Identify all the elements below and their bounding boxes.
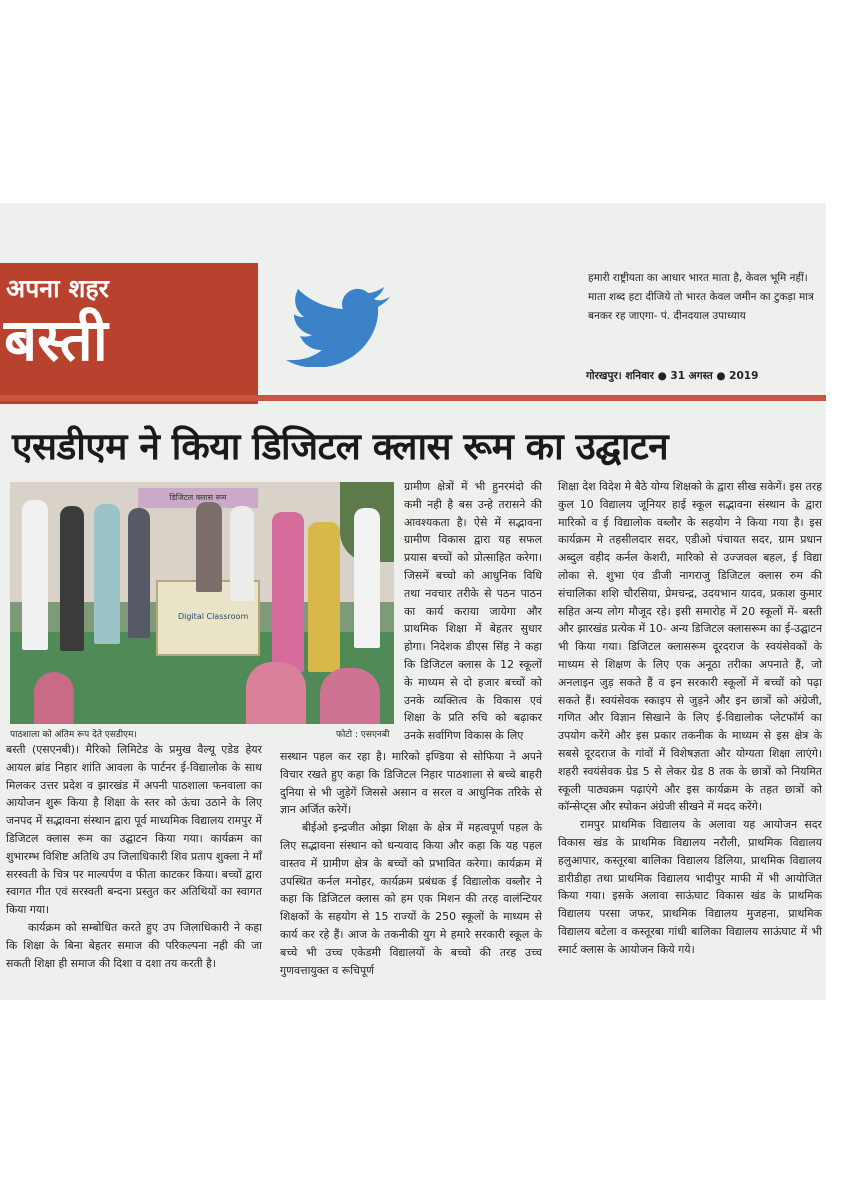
paragraph: सस्थान पहल कर रहा है। मारिको इण्डिया से सोफिया ने अपने विचार रखते हुए कहा कि डिजिटल निहार पाठशाला से बच्चे बाहरी दुनिया से भी जुड़ेगें जिससे असान व सरल व आधुनिक तरिके से ज्ञान अर्जित करेगें।: [280, 750, 542, 817]
paragraph: रामपुर प्राथमिक विद्यालय के अलावा यह आयोजन सदर विकास खंड के प्राथमिक विद्यालय नरौली, प्राथमिक विद्यालय हलुआपार, कस्तूरबा बालिका विद्यालय डिलिया, प्राथमिक विद्यालय डारीडीहा तथा प्राथमिक विद्यालय भादीपुर माफी में भी आयोजित किया गया। इसके अलावा साऊंघाट विकास खंड के प्राथमिक विद्यालय परसा जफर, प्राथमिक विद्यालय मुजहना, प्राथमिक विद्यालय बटेला व कस्तूरबा गांधी बालिका विद्यालय साऊंघाट में भी स्मार्ट क्लास के आयोजन किये गये।: [558, 818, 822, 956]
photo-banner: डिजिटल क्लास रूम: [138, 488, 258, 508]
paragraph: कार्यक्रम को सम्बोधित करते हुए उप जिलाधिकारी ने कहा कि शिक्षा के बिना बेहतर समाज की परिकल्पना नही की जा सकती शिक्षा ही समाज की दिशा व दशा तय करती है।: [6, 920, 262, 970]
paragraph: बस्ती (एसएनबी)। मैरिको लिमिटेड के प्रमुख वैल्यू एडेड हेयर आयल ब्रांड निहार शांति आवला के पार्टनर ई-विद्यालोक के साथ मिलकर उत्तर प्रदेश व झारखंड में अपनी पाठशाला फनवाला का आयोजन शुरू किया है शिक्षा के स्तर को ऊंचा उठाने के लिए जनपद में सद्भावना संस्थान द्वारा पूर्व माध्यमिक विद्यालय रामपुर में डिजिटल क्लास रूम का उद्घाटन किया गया। कार्यक्रम का शुभारम्भ विशिष्ट अतिथि उप जिलाधिकारी शिव प्रताप शुक्ला ने माँ सरस्वती के चित्र पर माल्यर्पण व फीता काटकर किया। बच्चों द्वारा स्वागत गीत एवं सरस्वती बन्दना प्रस्तुत कर अतिथियों का स्वागत किया गया।: [6, 743, 262, 917]
masthead-city: बस्ती: [4, 306, 108, 374]
masthead-subtitle: अपना शहर: [6, 274, 109, 303]
article-column-2b: [280, 748, 542, 979]
paragraph: बीईओ इन्द्रजीत ओझा शिक्षा के क्षेत्र में महत्वपूर्ण पहल के लिए सद्भावना संस्थान को धन्यवाद किया और कहा कि यह पहल वास्तव में ग्रामीण क्षेत्र के बच्चों को प्रभावित करेगा। कार्यक्रम में उपस्थित कर्नल मनोहर, कार्यक्रम प्रबंधक ई विद्यालोक वब्लौर ने कहा कि डिजिटल क्लास को हम एक मिशन की तरह वालंन्टियर शिक्षकों के सहयोग से 15 राज्यों के 250 स्कूलों के माध्यम से कार्य कर रहे हैं। आज के तकनीकी युग मे हमारे सरकारी स्कूल के बच्चे भी उच्च एकेडमी विद्यालयों के बच्चो की तरह उच्च गुणवत्तायुक्त व रूचिपूर्ण: [280, 821, 542, 977]
twitter-bird-icon: [282, 287, 392, 367]
headline: एसडीएम ने किया डिजिटल क्लास रूम का उद्घाटन: [12, 425, 669, 468]
news-photo: [10, 482, 394, 724]
photo-credit: फोटो : एसएनबी: [336, 730, 390, 740]
article-column-1: [6, 741, 262, 972]
photo-board: Digital Classroom: [156, 580, 260, 656]
photo-caption: पाठशाला को अंतिम रूप देते एसडीएम।: [10, 730, 137, 740]
quote-box: हमारी राष्ट्रीयता का आधार भारत माता है, केवल भूमि नहीं। माता शब्द हटा दीजिये तो भारत केवल जमीन का टुकड़ा मात्र बनकर रह जाएगा- पं. दीनदयाल उपाध्याय: [588, 272, 814, 322]
dateline: गोरखपुर। शनिवार ● 31 अगस्त ● 2019: [586, 370, 759, 382]
newspaper-clipping: [0, 203, 826, 1000]
article-column-2: [404, 478, 542, 745]
paragraph: शिक्षा देश विदेश मे बैठे योग्य शिक्षको के द्वारा सीख सकेगें। इस तरह कुल 10 विद्यालय जूनियर हाई स्कूल सद्भावना संस्थान के द्वारा मारिको व ई विद्यालोक वब्लौर के सहयोग ने किया गया है। इस कार्यक्रम मे तहसीलदार सदर, एडीओ पंचायत सदर, ग्राम प्रधान अब्दुल वहीद कर्नल केशरी, मारिको से उज्जवल बहल, ई विद्या लोका से. शुभा एंव डीजी नागराजु डिजिटल क्लास रुम की संचालिका शशि चौरसिया, प्रेमचन्द्र, उदयभान यादव, प्रकाश कुमार सहित अन्य लोग मौजूद रहे। इसी समारोह में 20 स्कूलों में- बस्ती और झारखंड प्रत्येक में 10- अन्य डिजिटल क्लासरूम का ई-उद्घाटन भी किया गया। डिजिटल क्लासरूम दूरदराज के स्वयंसेवकों के माध्यम से शिक्षण के लिए एक अनूठा तरीका अपनाते हैं, जो अनलाइन जुड़ सकते हैं व इन सरकारी स्कूलों में बच्चों को पढ़ा सकते हैं। स्वयंसेवक स्काइप से जुड़ने और इन छात्रों को अंग्रेजी, गणित और विज्ञान सिखाने के लिए ई-विद्यालोक प्लेटफॉर्म का उपयोग करेंगे और इस प्रकार तकनीक के माध्यम से इस क्षेत्र के सबसे दूरदराज के गांवों में विशेषज्ञता और योग्यता शिक्षा लाएंगे। शहरी स्वयंसेवक ग्रेड 5 से लेकर ग्रेड 8 तक के छात्रों को नियमित स्कूली पाठ्यक्रम पढ़ाएंगे और इस कार्यक्रम के तहत छात्रों को कॉन्सेप्ट्स और स्पोकन अंग्रेजी सीखने में मदद करेंगे।: [558, 480, 822, 814]
header-divider: [0, 395, 826, 401]
article-column-3: [558, 478, 822, 959]
masthead: [0, 263, 258, 404]
paragraph: ग्रामीण क्षेत्रों में भी हुनरमंदो की कमी नही है बस उन्हे तरासने की आवश्यकता है। ऐसे में सद्भावना ग्रामीण विकास द्वारा यह सफल प्रयास बच्चों को प्रोत्साहित करेगा। जिसमें बच्चो को आधुनिक विधि तथा नवचार तरीके से पठन पाठन का कार्य कराया जायेगा और प्राथमिक शिक्षा में बेहतर सुधार होगा। निदेशक डीएस सिंह ने कहा कि डिजिटल क्लास के 12 स्कूलों के माध्यम से दो हजार बच्चों को उनके व्यक्तित्व के विकास एवं शिक्षा के प्रति रुचि को बढ़ाकर उनके सर्वागिण विकास के लिए: [404, 480, 542, 743]
